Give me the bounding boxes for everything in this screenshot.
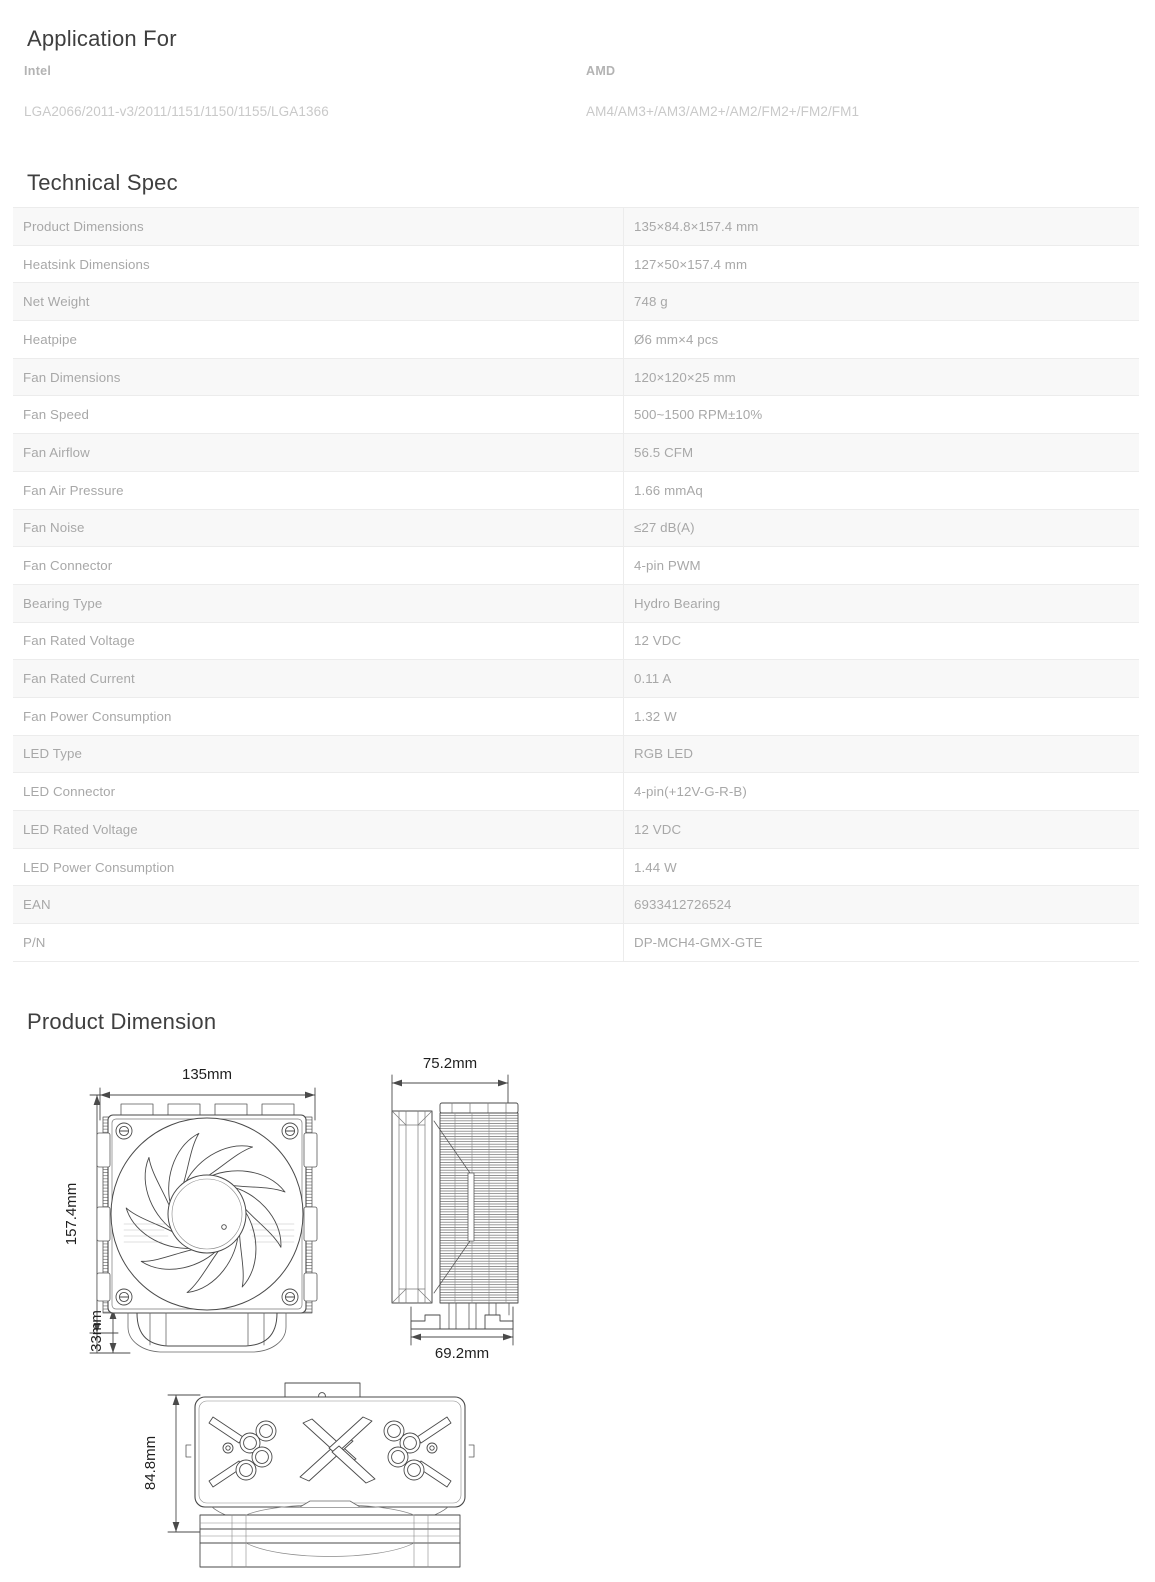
dimension-label-front-width: 135mm: [181, 1066, 233, 1083]
product-dimension-heading: Product Dimension: [27, 1009, 217, 1034]
spec-row: [13, 208, 1139, 246]
spec-value: 1.66 mmAq: [624, 471, 1140, 509]
spec-row: [13, 283, 1139, 321]
spec-label: LED Power Consumption: [13, 848, 624, 886]
spec-row: [13, 245, 1139, 283]
spec-label: LED Rated Voltage: [13, 811, 624, 849]
dimension-label-side-width: 75.2mm: [422, 1055, 478, 1072]
spec-label: Fan Noise: [13, 509, 624, 547]
spec-value: Ø6 mm×4 pcs: [624, 321, 1140, 359]
spec-row: [13, 584, 1139, 622]
spec-row: [13, 471, 1139, 509]
platform-sockets-intel: LGA2066/2011-v3/2011/1151/1150/1155/LGA1366: [24, 104, 329, 119]
technical-spec-heading: Technical Spec: [27, 170, 178, 195]
spec-row: [13, 697, 1139, 735]
spec-row: [13, 396, 1139, 434]
spec-label: LED Type: [13, 735, 624, 773]
application-for-heading: Application For: [27, 26, 177, 51]
spec-row: [13, 924, 1139, 962]
spec-value: 120×120×25 mm: [624, 358, 1140, 396]
spec-label: LED Connector: [13, 773, 624, 811]
spec-value: 4-pin(+12V-G-R-B): [624, 773, 1140, 811]
side-view-drawing: [392, 1075, 518, 1345]
spec-value: 1.32 W: [624, 697, 1140, 735]
spec-row: [13, 547, 1139, 585]
spec-label: Fan Connector: [13, 547, 624, 585]
spec-value: 6933412726524: [624, 886, 1140, 924]
dimension-label-top-height: 84.8mm: [142, 1435, 159, 1491]
spec-row: [13, 811, 1139, 849]
spec-value: Hydro Bearing: [624, 584, 1140, 622]
spec-label: P/N: [13, 924, 624, 962]
spec-label: Fan Dimensions: [13, 358, 624, 396]
spec-label: Fan Airflow: [13, 434, 624, 472]
platform-label-amd: AMD: [586, 64, 616, 78]
platform-label-intel: Intel: [24, 64, 52, 78]
spec-value: 4-pin PWM: [624, 547, 1140, 585]
spec-label: Fan Power Consumption: [13, 697, 624, 735]
spec-row: [13, 509, 1139, 547]
spec-value: 135×84.8×157.4 mm: [624, 208, 1140, 246]
spec-label: Heatsink Dimensions: [13, 245, 624, 283]
spec-value: 56.5 CFM: [624, 434, 1140, 472]
platform-column-amd: [586, 64, 859, 120]
top-view-drawing: [168, 1383, 474, 1567]
product-dimension-drawings: [0, 1045, 1155, 1582]
spec-value: RGB LED: [624, 735, 1140, 773]
spec-value: ≤27 dB(A): [624, 509, 1140, 547]
spec-value: 12 VDC: [624, 622, 1140, 660]
spec-value: 1.44 W: [624, 848, 1140, 886]
spec-value: 0.11 A: [624, 660, 1140, 698]
spec-row: [13, 773, 1139, 811]
spec-label: Product Dimensions: [13, 208, 624, 246]
dimension-label-side-base: 69.2mm: [434, 1345, 490, 1362]
spec-label: EAN: [13, 886, 624, 924]
spec-row: [13, 848, 1139, 886]
spec-label: Heatpipe: [13, 321, 624, 359]
spec-label: Fan Air Pressure: [13, 471, 624, 509]
platform-column-intel: [24, 64, 329, 120]
spec-row: [13, 321, 1139, 359]
spec-value: 500~1500 RPM±10%: [624, 396, 1140, 434]
spec-label: Net Weight: [13, 283, 624, 321]
spec-label: Fan Rated Current: [13, 660, 624, 698]
dimension-label-front-height: 157.4mm: [63, 1182, 80, 1246]
spec-label: Fan Rated Voltage: [13, 622, 624, 660]
spec-value: 127×50×157.4 mm: [624, 245, 1140, 283]
spec-value: 12 VDC: [624, 811, 1140, 849]
technical-spec-table: [13, 207, 1139, 962]
spec-value: 748 g: [624, 283, 1140, 321]
spec-row: [13, 434, 1139, 472]
front-view-drawing: [90, 1088, 317, 1353]
spec-row: [13, 660, 1139, 698]
dimension-label-front-base: 33mm: [88, 1310, 105, 1352]
spec-row: [13, 886, 1139, 924]
spec-label: Bearing Type: [13, 584, 624, 622]
spec-label: Fan Speed: [13, 396, 624, 434]
spec-row: [13, 358, 1139, 396]
spec-value: DP-MCH4-GMX-GTE: [624, 924, 1140, 962]
platform-sockets-amd: AM4/AM3+/AM3/AM2+/AM2/FM2+/FM2/FM1: [586, 104, 860, 119]
spec-row: [13, 735, 1139, 773]
spec-row: [13, 622, 1139, 660]
